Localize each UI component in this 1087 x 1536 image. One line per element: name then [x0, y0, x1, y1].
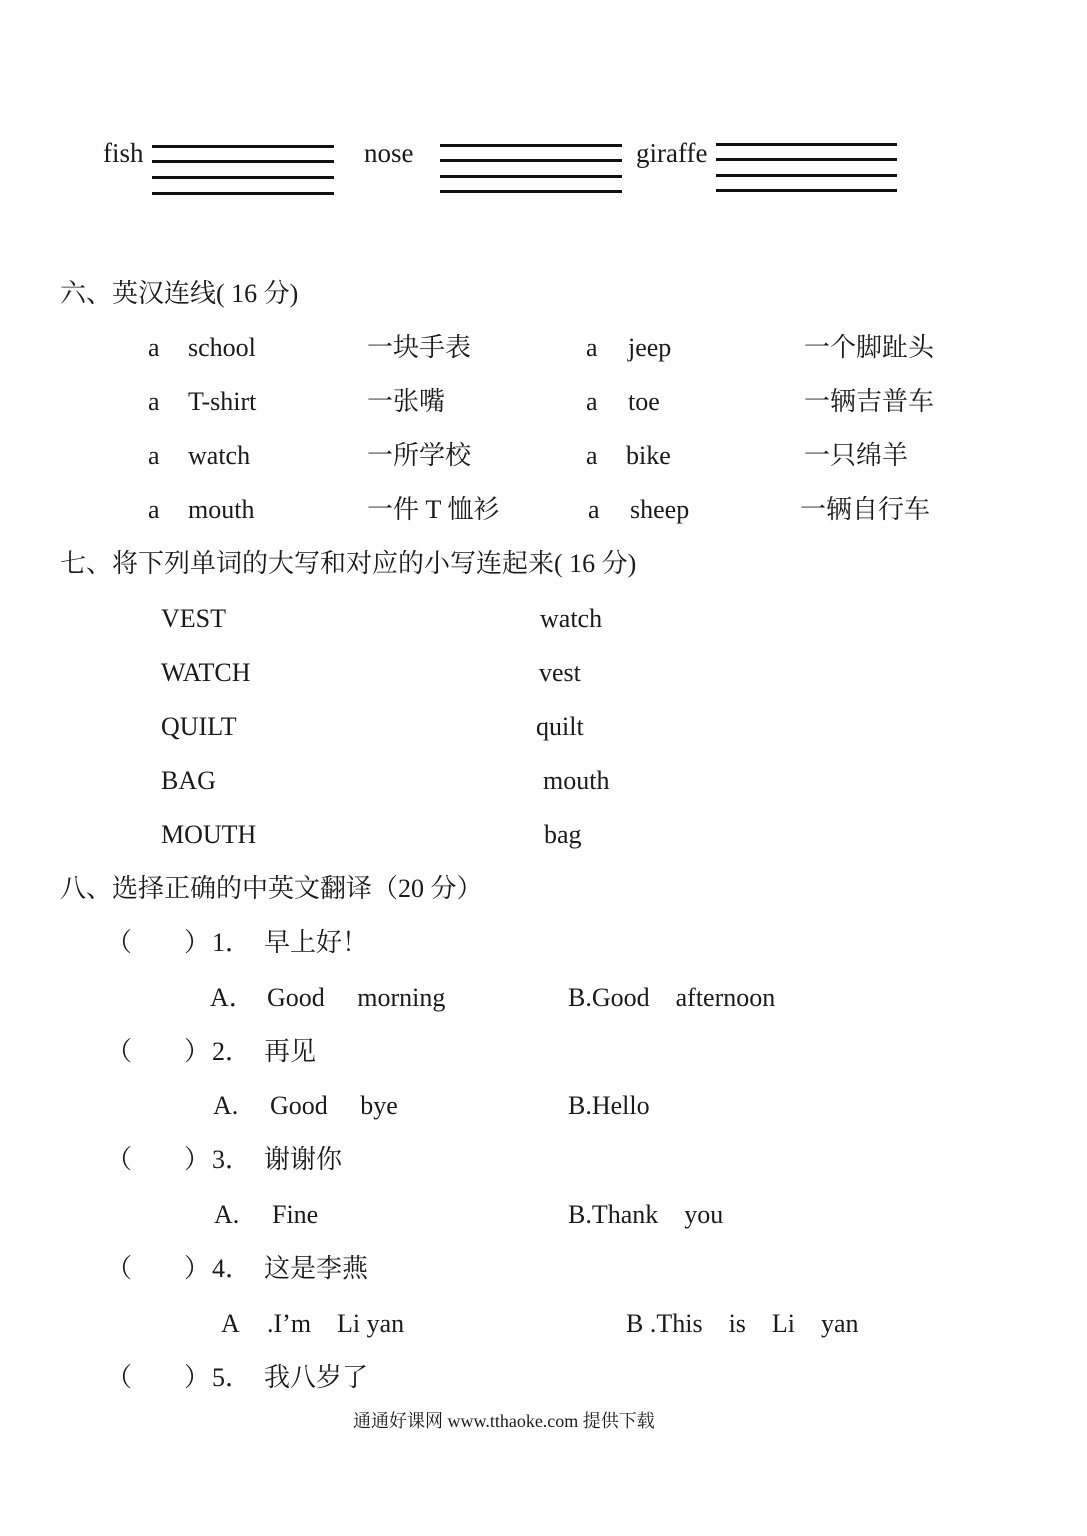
article: a	[148, 333, 160, 362]
question-number-5: 5．	[212, 1363, 252, 1392]
question-number-2: 2．	[212, 1037, 252, 1066]
lower-word-4[interactable]: mouth	[543, 766, 610, 795]
option-a-text-2[interactable]: Good bye	[270, 1091, 398, 1120]
article: a	[148, 441, 160, 470]
match-right-en-1[interactable]: jeep	[628, 333, 672, 362]
question-number-3: 3．	[212, 1145, 252, 1174]
answer-bracket-5[interactable]: （ ）	[106, 1363, 211, 1392]
article: a	[148, 495, 160, 524]
article: a	[586, 333, 598, 362]
footer-text: 通通好课网 www.tthaoke.com 提供下载	[353, 1411, 655, 1431]
match-left-cn-4[interactable]: 一件 T 恤衫	[367, 495, 500, 524]
option-a-label-1: A．	[210, 983, 255, 1012]
article: a	[586, 441, 598, 470]
match-right-en-2[interactable]: toe	[628, 387, 660, 416]
upper-word-3[interactable]: QUILT	[161, 712, 237, 741]
match-right-cn-1[interactable]: 一个脚趾头	[804, 333, 935, 362]
match-right-en-4[interactable]: sheep	[630, 495, 690, 524]
answer-bracket-2[interactable]: （ ）	[106, 1037, 211, 1066]
question-prompt-4: 这是李燕	[264, 1254, 369, 1283]
option-b-text-3[interactable]: B.Thank you	[568, 1200, 724, 1229]
match-left-en-1[interactable]: school	[188, 333, 256, 362]
question-prompt-5: 我八岁了	[264, 1363, 369, 1392]
option-a-label-2: A.	[213, 1091, 239, 1120]
lower-word-2[interactable]: vest	[539, 658, 581, 687]
question-number-4: 4．	[212, 1254, 252, 1283]
answer-bracket-4[interactable]: （ ）	[106, 1254, 211, 1283]
upper-word-1[interactable]: VEST	[161, 604, 226, 633]
lower-word-3[interactable]: quilt	[536, 712, 584, 741]
option-a-text-4[interactable]: .I’m Li yan	[267, 1309, 405, 1338]
lower-word-1[interactable]: watch	[540, 604, 603, 633]
answer-bracket-1[interactable]: （ ）	[106, 928, 211, 957]
option-a-label-4: A	[221, 1309, 240, 1338]
match-right-cn-3[interactable]: 一只绵羊	[804, 441, 909, 470]
article: a	[148, 387, 160, 416]
section-eight-title: 八、选择正确的中英文翻译（20 分）	[60, 874, 483, 903]
question-number-1: 1．	[212, 928, 252, 957]
writing-word-giraffe: giraffe	[636, 138, 708, 168]
writing-word-nose: nose	[364, 138, 414, 168]
match-left-cn-3[interactable]: 一所学校	[367, 441, 472, 470]
question-prompt-1: 早上好！	[264, 928, 369, 957]
match-right-cn-2[interactable]: 一辆吉普车	[804, 387, 935, 416]
option-a-label-3: A.	[214, 1200, 240, 1229]
option-a-text-3[interactable]: Fine	[272, 1200, 319, 1229]
match-left-cn-2[interactable]: 一张嘴	[367, 387, 446, 416]
answer-bracket-3[interactable]: （ ）	[106, 1145, 211, 1174]
article: a	[586, 387, 598, 416]
match-left-en-3[interactable]: watch	[188, 441, 251, 470]
question-prompt-3: 谢谢你	[264, 1145, 343, 1174]
article: a	[588, 495, 600, 524]
question-prompt-2: 再见	[264, 1037, 317, 1066]
match-right-cn-4[interactable]: 一辆自行车	[800, 495, 931, 524]
section-seven-title: 七、将下列单词的大写和对应的小写连起来( 16 分)	[60, 549, 637, 578]
match-left-cn-1[interactable]: 一块手表	[367, 333, 472, 362]
option-a-text-1[interactable]: Good morning	[267, 983, 446, 1012]
match-right-en-3[interactable]: bike	[626, 441, 671, 470]
option-b-text-2[interactable]: B.Hello	[568, 1091, 650, 1120]
lower-word-5[interactable]: bag	[544, 820, 582, 849]
section-six-title: 六、英汉连线( 16 分)	[60, 279, 299, 308]
upper-word-5[interactable]: MOUTH	[161, 820, 257, 849]
option-b-text-1[interactable]: B.Good afternoon	[568, 983, 776, 1012]
match-left-en-2[interactable]: T-shirt	[188, 387, 257, 416]
writing-word-fish: fish	[103, 138, 144, 168]
match-left-en-4[interactable]: mouth	[188, 495, 255, 524]
option-b-text-4[interactable]: B .This is Li yan	[626, 1309, 859, 1338]
upper-word-2[interactable]: WATCH	[161, 658, 251, 687]
upper-word-4[interactable]: BAG	[161, 766, 216, 795]
